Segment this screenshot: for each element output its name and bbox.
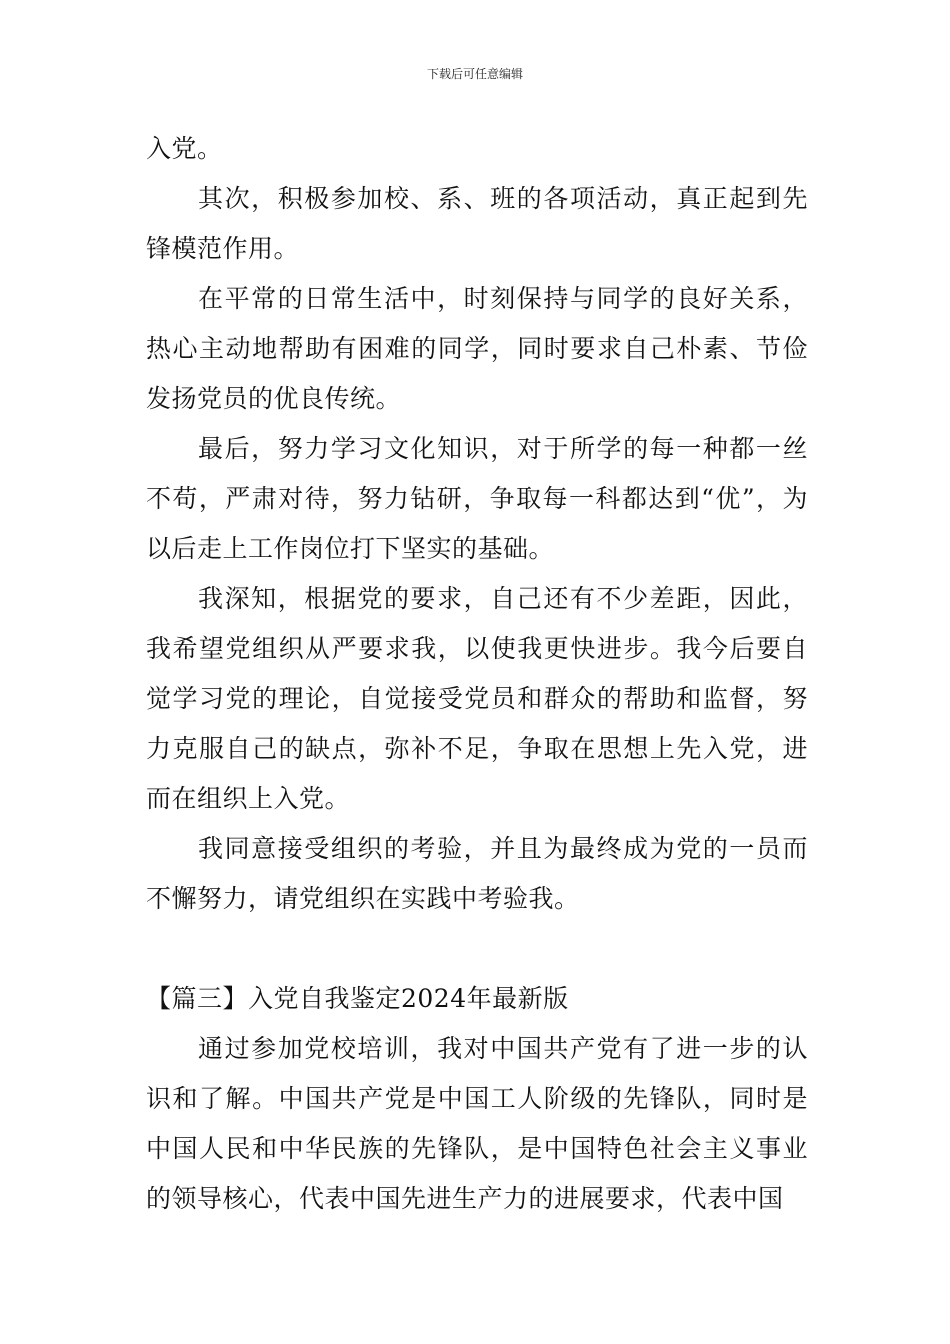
paragraph: 最后，努力学习文化知识，对于所学的每一种都一丝不苟，严肃对待，努力钻研，争取每一科都达到“优”，为以后走上工作岗位打下坚实的基础。 — [146, 434, 808, 563]
paragraph: 在平常的日常生活中，时刻保持与同学的良好关系，热心主动地帮助有困难的同学，同时要求自己朴素、节俭发扬党员的优良传统。 — [146, 284, 808, 413]
paragraph: 我同意接受组织的考验，并且为最终成为党的一员而不懈努力，请党组织在实践中考验我。 — [146, 834, 808, 913]
paragraph: 我深知，根据党的要求，自己还有不少差距，因此，我希望党组织从严要求我，以使我更快进步。我今后要自觉学习党的理论，自觉接受党员和群众的帮助和监督，努力克服自己的缺点，弥补不足，争取在思想上先入党，进而在组织上入党。 — [146, 584, 808, 813]
section-paragraph: 通过参加党校培训，我对中国共产党有了进一步的认识和了解。中国共产党是中国工人阶级的先锋队，同时是中国人民和中华民族的先锋队，是中国特色社会主义事业的领导核心，代表中国先进生产力的进展要求，代表中国 — [146, 1034, 808, 1213]
section-title: 【篇三】入党自我鉴定2024年最新版 — [146, 984, 569, 1013]
blank-line — [146, 924, 808, 974]
page-header: 下载后可任意编辑 — [426, 67, 523, 81]
document-body — [146, 124, 808, 1224]
paragraph-continuation: 入党。 — [146, 134, 223, 163]
paragraph: 其次，积极参加校、系、班的各项活动，真正起到先锋模范作用。 — [146, 184, 808, 263]
